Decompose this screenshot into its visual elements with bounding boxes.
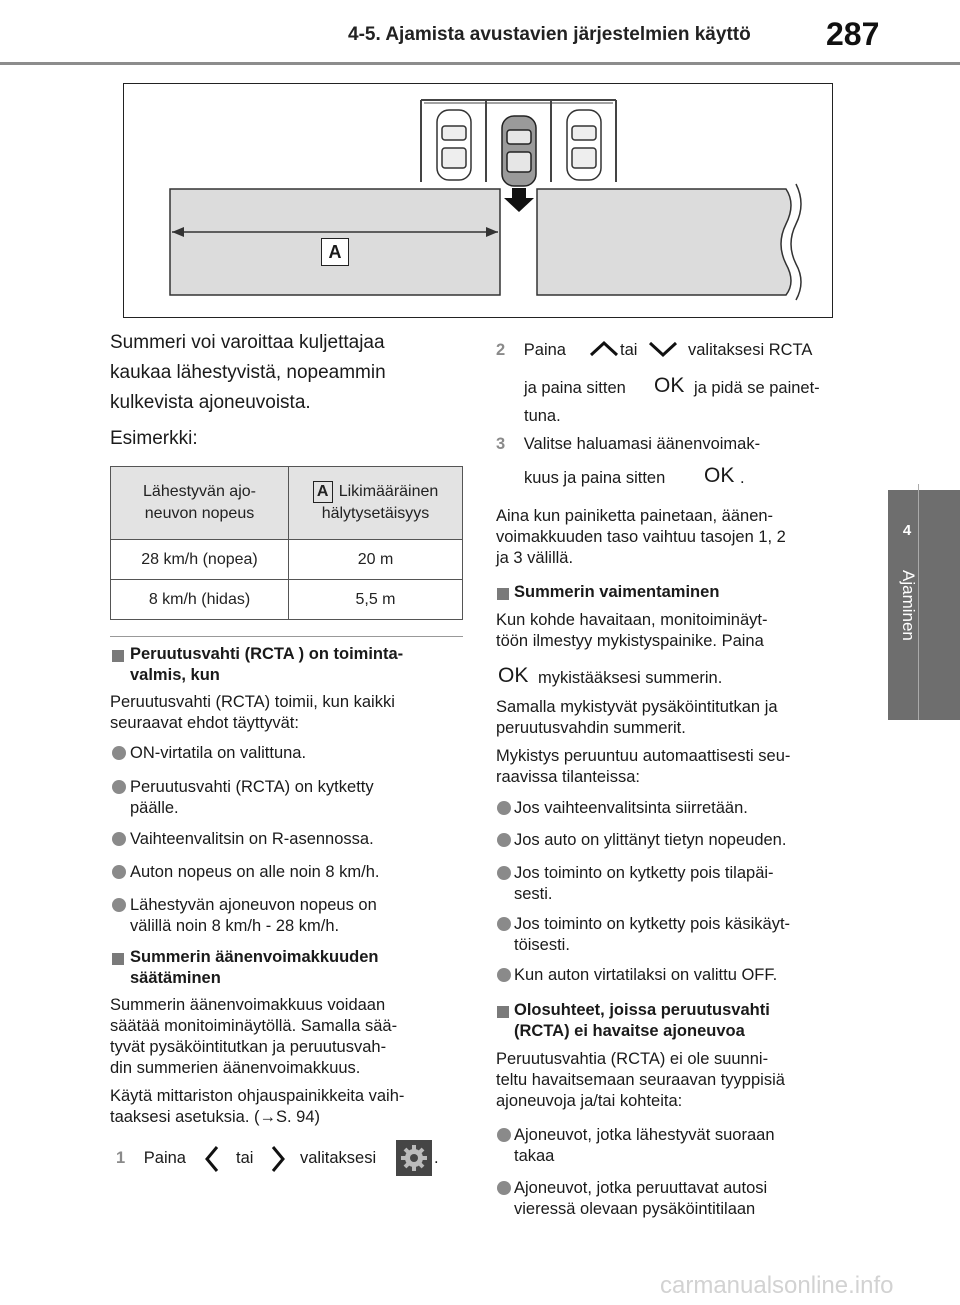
s3-bullet-2: Jos auto on ylittänyt tietyn nopeuden. — [514, 831, 787, 849]
parked-car-right — [567, 110, 601, 180]
step2-text-b: tai — [620, 341, 638, 359]
s4-p-line1: Peruutusvahtia (RCTA) ei ole suunni- — [496, 1050, 769, 1068]
s3-p2-line1: Samalla mykistyvät pysäköintitutkan ja — [496, 698, 778, 716]
s1-bullet-4: Auton nopeus on alle noin 8 km/h. — [130, 863, 380, 881]
s1-bullet-2-line1: Peruutusvahti (RCTA) on kytketty — [130, 778, 374, 796]
bullet-icon — [497, 917, 511, 931]
step3-end: . — [740, 469, 745, 487]
settings-gear-icon — [396, 1140, 432, 1176]
s3-line1: Kun kohde havaitaan, monitoiminäyt- — [496, 611, 768, 629]
table-row — [111, 580, 463, 620]
bullet-icon — [497, 833, 511, 847]
header-distance-line1: Likimääräinen — [338, 483, 439, 501]
step2-text-e: ja pidä se painet- — [694, 379, 820, 397]
step1-end: . — [434, 1149, 439, 1167]
step-number: 2 — [496, 341, 506, 359]
right-chevron-icon — [270, 1145, 286, 1173]
own-car — [502, 116, 536, 186]
s3-bullet-4-line2: töisesti. — [514, 936, 570, 954]
step1-text-b: tai — [236, 1149, 254, 1167]
s1-title-line1: Peruutusvahti (RCTA ) on toiminta- — [130, 645, 404, 663]
s3-bullet-4-line1: Jos toiminto on kytketty pois käsikäyt- — [514, 915, 791, 933]
s3-line2: töön ilmestyy mykistyspainike. Paina — [496, 632, 764, 650]
s1-bullet-1: ON-virtatila on valittuna. — [130, 744, 307, 762]
step2-text-a: Paina — [523, 341, 566, 359]
section-divider — [110, 636, 463, 637]
step2-text-c: valitaksesi RCTA — [688, 341, 813, 359]
cell-distance: 5,5 m — [289, 580, 463, 620]
step-number: 1 — [116, 1149, 126, 1167]
bullet-icon — [497, 968, 511, 982]
parked-car-left — [437, 110, 471, 180]
s1-bullet-5-line2: välillä noin 8 km/h - 28 km/h. — [130, 917, 340, 935]
bullet-icon — [112, 746, 126, 760]
header-speed — [111, 467, 289, 540]
ok-icon: OK — [654, 374, 685, 397]
intro-line-3: kulkevista ajoneuvoista. — [110, 392, 311, 413]
s2-title-line2: säätäminen — [130, 969, 221, 987]
s1-bullet-3: Vaihteenvalitsin on R-asennossa. — [130, 830, 374, 848]
s4-p-line3: ajoneuvoja ja/tai kohteita: — [496, 1092, 683, 1110]
up-chevron-icon — [589, 340, 619, 358]
bullet-icon — [497, 801, 511, 815]
page-ref-link[interactable]: S. 94) — [275, 1108, 321, 1126]
s1-bullet-2-line2: päälle. — [130, 799, 179, 817]
parking-scene-illustration — [124, 84, 831, 316]
step2-text-d: ja paina sitten — [524, 379, 626, 397]
page-number: 287 — [826, 16, 880, 52]
cell-speed: 28 km/h (nopea) — [111, 540, 289, 580]
s2-p1-line1: Summerin äänenvoimakkuus voidaan — [110, 996, 386, 1014]
step-2 — [496, 340, 566, 361]
cell-speed: 8 km/h (hidas) — [111, 580, 289, 620]
section-title: 4-5. Ajamista avustavien järjestelmien käyttö — [348, 24, 751, 45]
header-distance — [289, 467, 463, 540]
header-distance-line2: hälytysetäisyys — [321, 505, 430, 523]
s2-p1-line4: din summerien äänenvoimakkuus. — [110, 1059, 361, 1077]
s3-bullet-3-line2: sesti. — [514, 885, 553, 903]
bullet-icon — [112, 780, 126, 794]
example-label: Esimerkki: — [110, 428, 198, 449]
s4-title-line2: (RCTA) ei havaitse ajoneuvoa — [514, 1022, 745, 1040]
step1-text-c: valitaksesi — [300, 1149, 377, 1167]
speed-distance-table — [110, 466, 463, 620]
section-square-icon — [112, 650, 124, 662]
step2-text-f: tuna. — [524, 407, 561, 425]
ok-icon: OK — [498, 664, 529, 687]
intro-line-2: kaukaa lähestyvistä, nopeammin — [110, 362, 386, 383]
s1-bullet-5-line1: Lähestyvän ajoneuvon nopeus on — [130, 896, 377, 914]
s4-bullet-1-line1: Ajoneuvot, jotka lähestyvät suoraan — [514, 1126, 775, 1144]
s2-p2-line2 — [110, 1107, 320, 1128]
rcta-diagram — [123, 83, 833, 318]
table-header-row — [111, 467, 463, 540]
s3-title: Summerin vaimentaminen — [514, 583, 720, 601]
s3-p3-line2: raavissa tilanteissa: — [496, 768, 640, 786]
chapter-name: Ajaminen — [899, 570, 918, 641]
s3-p2-line2: peruutusvahdin summerit. — [496, 719, 686, 737]
header-speed-line2: neuvon nopeus — [144, 505, 255, 522]
down-arrow-icon — [504, 188, 534, 212]
s3-bullet-3-line1: Jos toiminto on kytketty pois tilapäi- — [514, 864, 774, 882]
section-square-icon — [497, 588, 509, 600]
down-chevron-icon — [648, 340, 678, 358]
bullet-icon — [497, 1181, 511, 1195]
step3-text-a: Valitse haluamasi äänenvoimak- — [523, 435, 761, 453]
s3-p3-line1: Mykistys peruuntuu automaattisesti seu- — [496, 747, 791, 765]
table-row — [111, 540, 463, 580]
bullet-icon — [112, 832, 126, 846]
p1-line3: ja 3 välillä. — [496, 549, 574, 567]
step-3 — [496, 434, 760, 455]
s3-line3: mykistääksesi summerin. — [538, 669, 723, 687]
s2-p1-line2: säätää monitoiminäytöllä. Samalla sää- — [110, 1017, 398, 1035]
s4-bullet-2-line1: Ajoneuvot, jotka peruuttavat autosi — [514, 1179, 768, 1197]
bullet-icon — [112, 865, 126, 879]
s1-title-line2: valmis, kun — [130, 666, 220, 684]
step3-text-b: kuus ja paina sitten — [524, 469, 666, 487]
s4-bullet-1-line2: takaa — [514, 1147, 555, 1165]
ok-icon: OK — [704, 464, 735, 487]
s1-body-line1: Peruutusvahti (RCTA) toimii, kun kaikki — [110, 693, 395, 711]
step-number: 3 — [496, 435, 506, 453]
label-a-badge: A — [313, 481, 333, 503]
s2-p1-line3: tyvät pysäköintitutkan ja peruutusvah- — [110, 1038, 387, 1056]
header-rule — [0, 62, 960, 65]
cell-distance: 20 m — [289, 540, 463, 580]
s2-p2-line1: Käytä mittariston ohjauspainikkeita vaih- — [110, 1087, 405, 1105]
s2-title-line1: Summerin äänenvoimakkuuden — [130, 948, 379, 966]
section-square-icon — [112, 953, 124, 965]
chapter-number: 4 — [902, 522, 912, 539]
p1-line2: voimakkuuden taso vaihtuu tasojen 1, 2 — [496, 528, 786, 546]
p1-line1: Aina kun painiketta painetaan, äänen- — [496, 507, 774, 525]
s4-p-line2: teltu havaitsemaan seuraavan tyyppisiä — [496, 1071, 785, 1089]
s1-body-line2: seuraavat ehdot täyttyvät: — [110, 714, 299, 732]
left-chevron-icon — [204, 1145, 220, 1173]
step-1 — [116, 1148, 186, 1169]
s3-bullet-5: Kun auton virtatilaksi on valittu OFF. — [514, 966, 778, 984]
watermark: carmanualsonline.info — [660, 1272, 894, 1299]
page-ref-arrow: → — [259, 1108, 276, 1126]
s4-bullet-2-line2: vieressä olevaan pysäköintitilaan — [514, 1200, 756, 1218]
label-a: A — [321, 238, 349, 266]
intro-line-1: Summeri voi varoittaa kuljettajaa — [110, 332, 385, 353]
section-square-icon — [497, 1006, 509, 1018]
header-speed-line1: Lähestyvän ajo- — [143, 483, 256, 500]
step1-text-a: Paina — [143, 1149, 186, 1167]
s3-bullet-1: Jos vaihteenvalitsinta siirretään. — [514, 799, 748, 817]
s4-title-line1: Olosuhteet, joissa peruutusvahti — [514, 1001, 770, 1019]
bullet-icon — [497, 866, 511, 880]
bullet-icon — [497, 1128, 511, 1142]
s2-p2-text: taaksesi asetuksia. ( — [110, 1108, 260, 1126]
bullet-icon — [112, 898, 126, 912]
